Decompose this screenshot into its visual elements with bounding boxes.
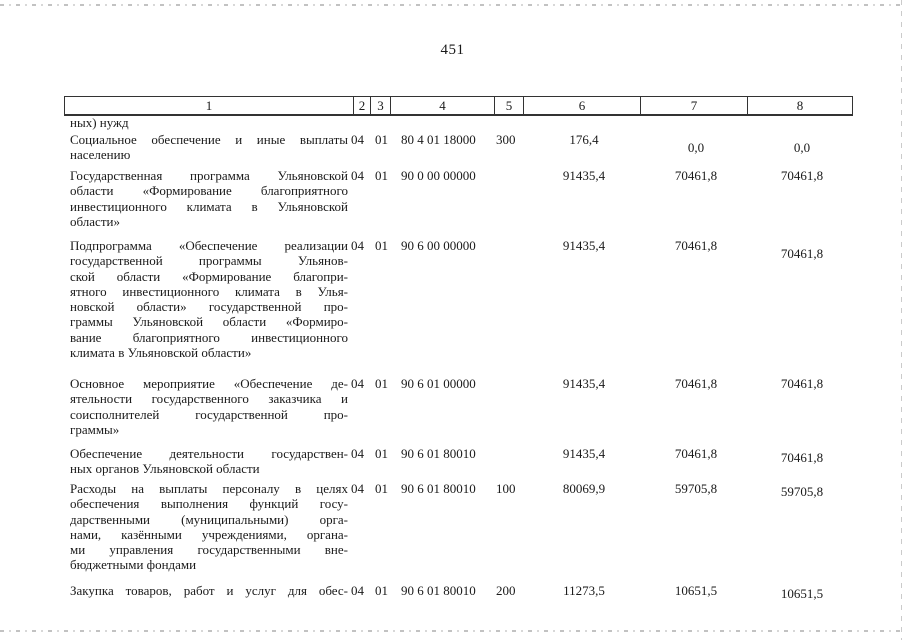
subsection-code: 01: [375, 238, 388, 253]
description-line: Государственная программа Ульяновской: [70, 168, 348, 183]
description-line: Социальное обеспечение и иные выплаты: [70, 132, 348, 147]
description-line: бюджетными фондами: [70, 557, 197, 573]
target-article-code: 90 6 01 80010: [401, 481, 476, 496]
row-description: [70, 446, 348, 477]
amount-col-8: 70461,8: [780, 450, 824, 465]
amount-col-8: 0,0: [793, 140, 811, 155]
amount-col-7: 59705,8: [674, 481, 718, 496]
target-article-code: 80 4 01 18000: [401, 132, 476, 147]
description-line: новской области» государственной про-: [70, 299, 348, 315]
amount-col-7: 0,0: [687, 140, 705, 155]
amount-col-7: 70461,8: [674, 168, 718, 183]
amount-col-6: 91435,4: [562, 376, 606, 391]
row-description: [70, 132, 348, 163]
description-line: соисполнителей государственной про-: [70, 406, 348, 422]
expense-type-code: 200: [496, 583, 516, 598]
section-code: 04: [351, 132, 364, 147]
target-article-code: 90 0 00 00000: [401, 168, 476, 183]
row-description: [70, 583, 348, 598]
header-col-4: 4: [390, 97, 494, 114]
amount-col-6: 176,4: [569, 132, 599, 147]
description-line: Основное мероприятие «Обеспечение де-: [70, 376, 348, 391]
subsection-code: 01: [375, 132, 388, 147]
description-line: граммы Ульяновской области «Формиро-: [70, 314, 348, 330]
table-header: [64, 96, 853, 115]
scan-edge-top: [0, 4, 905, 6]
description-line: населению: [70, 147, 131, 163]
amount-col-7: 70461,8: [674, 238, 718, 253]
row-description: [70, 115, 348, 130]
section-code: 04: [351, 238, 364, 253]
description-line: инвестиционного климата в Ульяновской: [70, 198, 348, 214]
description-line: ской области «Формирование благопри-: [70, 268, 348, 284]
section-code: 04: [351, 168, 364, 183]
description-line: ных) нужд: [70, 115, 129, 130]
amount-col-6: 80069,9: [562, 481, 606, 496]
subsection-code: 01: [375, 168, 388, 183]
scan-edge-right: [901, 0, 902, 640]
header-col-5: 5: [494, 97, 523, 114]
description-line: ных органов Ульяновской области: [70, 461, 260, 477]
amount-col-8: 70461,8: [780, 168, 824, 183]
subsection-code: 01: [375, 376, 388, 391]
row-description: [70, 238, 348, 360]
target-article-code: 90 6 01 00000: [401, 376, 476, 391]
description-line: обеспечения выполнения функций госу-: [70, 496, 348, 512]
amount-col-6: 11273,5: [563, 583, 605, 598]
amount-col-8: 10651,5: [780, 586, 824, 601]
expense-type-code: 300: [496, 132, 516, 147]
scan-edge-bottom: [0, 630, 905, 632]
amount-col-8: 59705,8: [780, 484, 824, 499]
section-code: 04: [351, 446, 364, 461]
header-col-8: 8: [747, 97, 852, 114]
description-line: ятного инвестиционного климата в Улья-: [70, 283, 348, 299]
target-article-code: 90 6 00 00000: [401, 238, 476, 253]
subsection-code: 01: [375, 446, 388, 461]
page-number: 451: [440, 42, 465, 58]
amount-col-8: 70461,8: [780, 376, 824, 391]
description-line: граммы»: [70, 421, 120, 437]
description-line: области»: [70, 213, 120, 229]
description-line: Закупка товаров, работ и услуг для обес-: [70, 583, 348, 598]
target-article-code: 90 6 01 80010: [401, 583, 476, 598]
amount-col-7: 70461,8: [674, 376, 718, 391]
description-line: дарственными (муниципальными) орга-: [70, 511, 348, 527]
description-line: климата в Ульяновской области»: [70, 345, 252, 361]
header-col-1: 1: [205, 98, 213, 113]
section-code: 04: [351, 481, 364, 496]
description-line: ятельности государственного заказчика и: [70, 391, 348, 407]
description-line: области «Формирование благоприятного: [70, 183, 348, 199]
description-line: нами, казёнными учреждениями, органа-: [70, 526, 348, 542]
row-description: [70, 481, 348, 573]
header-col-2: 2: [353, 97, 370, 114]
subsection-code: 01: [375, 583, 388, 598]
amount-col-6: 91435,4: [562, 168, 606, 183]
amount-col-7: 70461,8: [674, 446, 718, 461]
amount-col-7: 10651,5: [674, 583, 718, 598]
header-col-7: 7: [640, 97, 747, 114]
section-code: 04: [351, 376, 364, 391]
amount-col-6: 91435,4: [562, 238, 606, 253]
description-line: Обеспечение деятельности государствен-: [70, 446, 348, 461]
row-description: [70, 168, 348, 229]
description-line: Расходы на выплаты персоналу в целях: [70, 481, 348, 496]
description-line: государственной программы Ульянов-: [70, 253, 348, 269]
section-code: 04: [351, 583, 364, 598]
expense-type-code: 100: [496, 481, 516, 496]
header-col-6: 6: [523, 97, 640, 114]
description-line: ми управления государственными вне-: [70, 542, 348, 558]
description-line: вание благоприятного инвестиционного: [70, 329, 348, 345]
target-article-code: 90 6 01 80010: [401, 446, 476, 461]
amount-col-6: 91435,4: [562, 446, 606, 461]
subsection-code: 01: [375, 481, 388, 496]
description-line: Подпрограмма «Обеспечение реализации: [70, 238, 348, 253]
amount-col-8: 70461,8: [780, 246, 824, 261]
header-col-3: 3: [370, 97, 390, 114]
row-description: [70, 376, 348, 437]
